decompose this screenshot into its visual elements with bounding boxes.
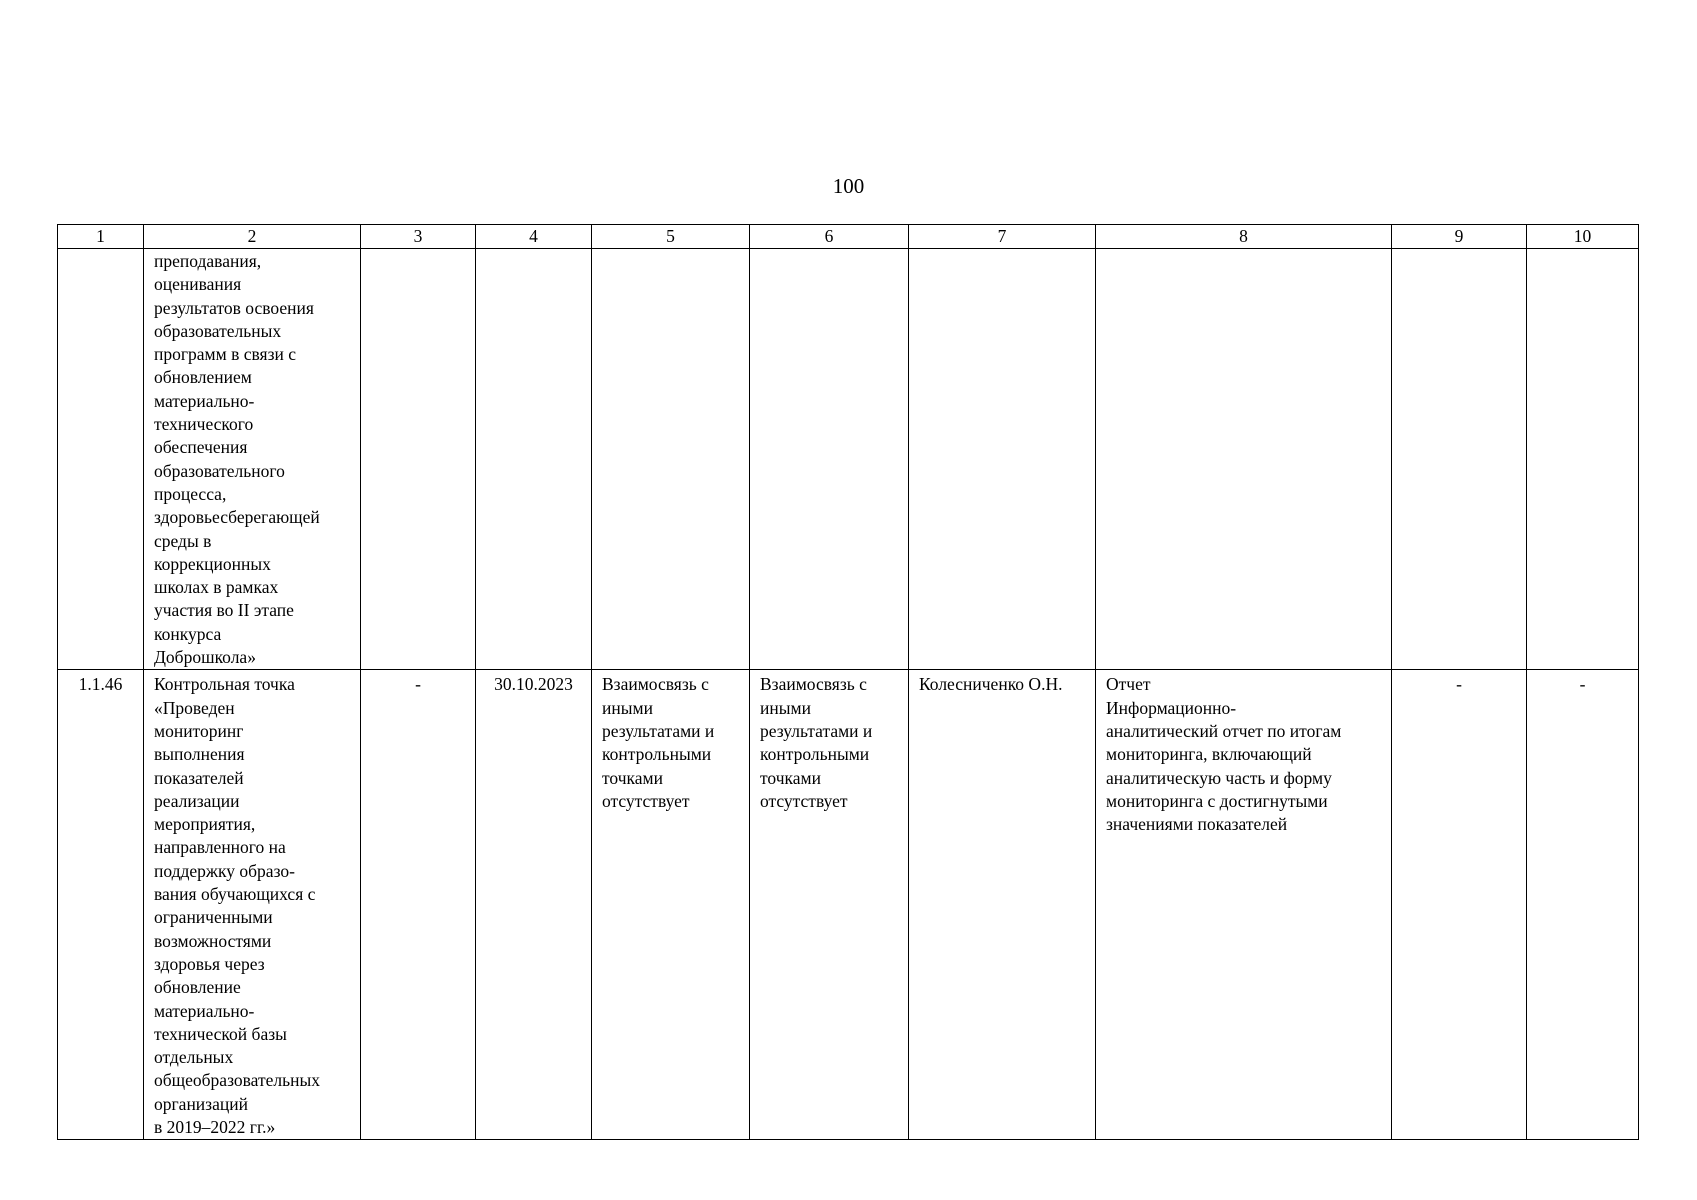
col9-value: - [1392,670,1527,1140]
page-number: 100 [832,174,865,198]
checkpoint-name: Контрольная точка «Проведен мониторинг выполнения показателей реализации мероприятия, направленного на поддержку образо- вания обучающихся с ограниченными возможностями здоровья через обновление материально- технической базы отдельных общеобразовательных организаций в 2019–2022 гг.» [144,670,361,1140]
column-number: 1 [58,225,144,249]
col10-value: - [1527,670,1639,1140]
table-cell [1392,249,1527,670]
col3-value: - [361,670,476,1140]
row-number: 1.1.46 [58,670,144,1140]
table-cell [1096,249,1392,670]
column-number-row [58,225,1639,249]
relation-checkpoints: Взаимосвязь с иными результатами и контрольными точками отсутствует [750,670,909,1140]
column-number: 10 [1527,225,1639,249]
table-cell [361,249,476,670]
column-number: 4 [476,225,592,249]
relation-results: Взаимосвязь с иными результатами и контрольными точками отсутствует [592,670,750,1140]
continuation-row [58,249,1639,670]
column-number: 2 [144,225,361,249]
table-cell [750,249,909,670]
table-cell [476,249,592,670]
column-number: 5 [592,225,750,249]
column-number: 3 [361,225,476,249]
responsible-person: Колесниченко О.Н. [909,670,1096,1140]
table-cell [909,249,1096,670]
table-cell [1527,249,1639,670]
table-cell [592,249,750,670]
column-number: 8 [1096,225,1392,249]
table-row [58,670,1639,1140]
due-date: 30.10.2023 [476,670,592,1140]
column-number: 9 [1392,225,1527,249]
column-number: 7 [909,225,1096,249]
column-number: 6 [750,225,909,249]
table-cell [58,249,144,670]
continued-name-cell: преподавания, оценивания результатов освоения образовательных программ в связи с обновлением материально- технического обеспечения образовательного процесса, здоровьесберегающей среды в коррекционных школах в рамках участия во II этапе конкурса Доброшкола» [144,249,361,670]
plan-table [57,224,1639,1140]
result-document: Отчет Информационно- аналитический отчет по итогам мониторинга, включающий аналитическую часть и форму мониторинга с достигнутыми значениями показателей [1096,670,1392,1140]
